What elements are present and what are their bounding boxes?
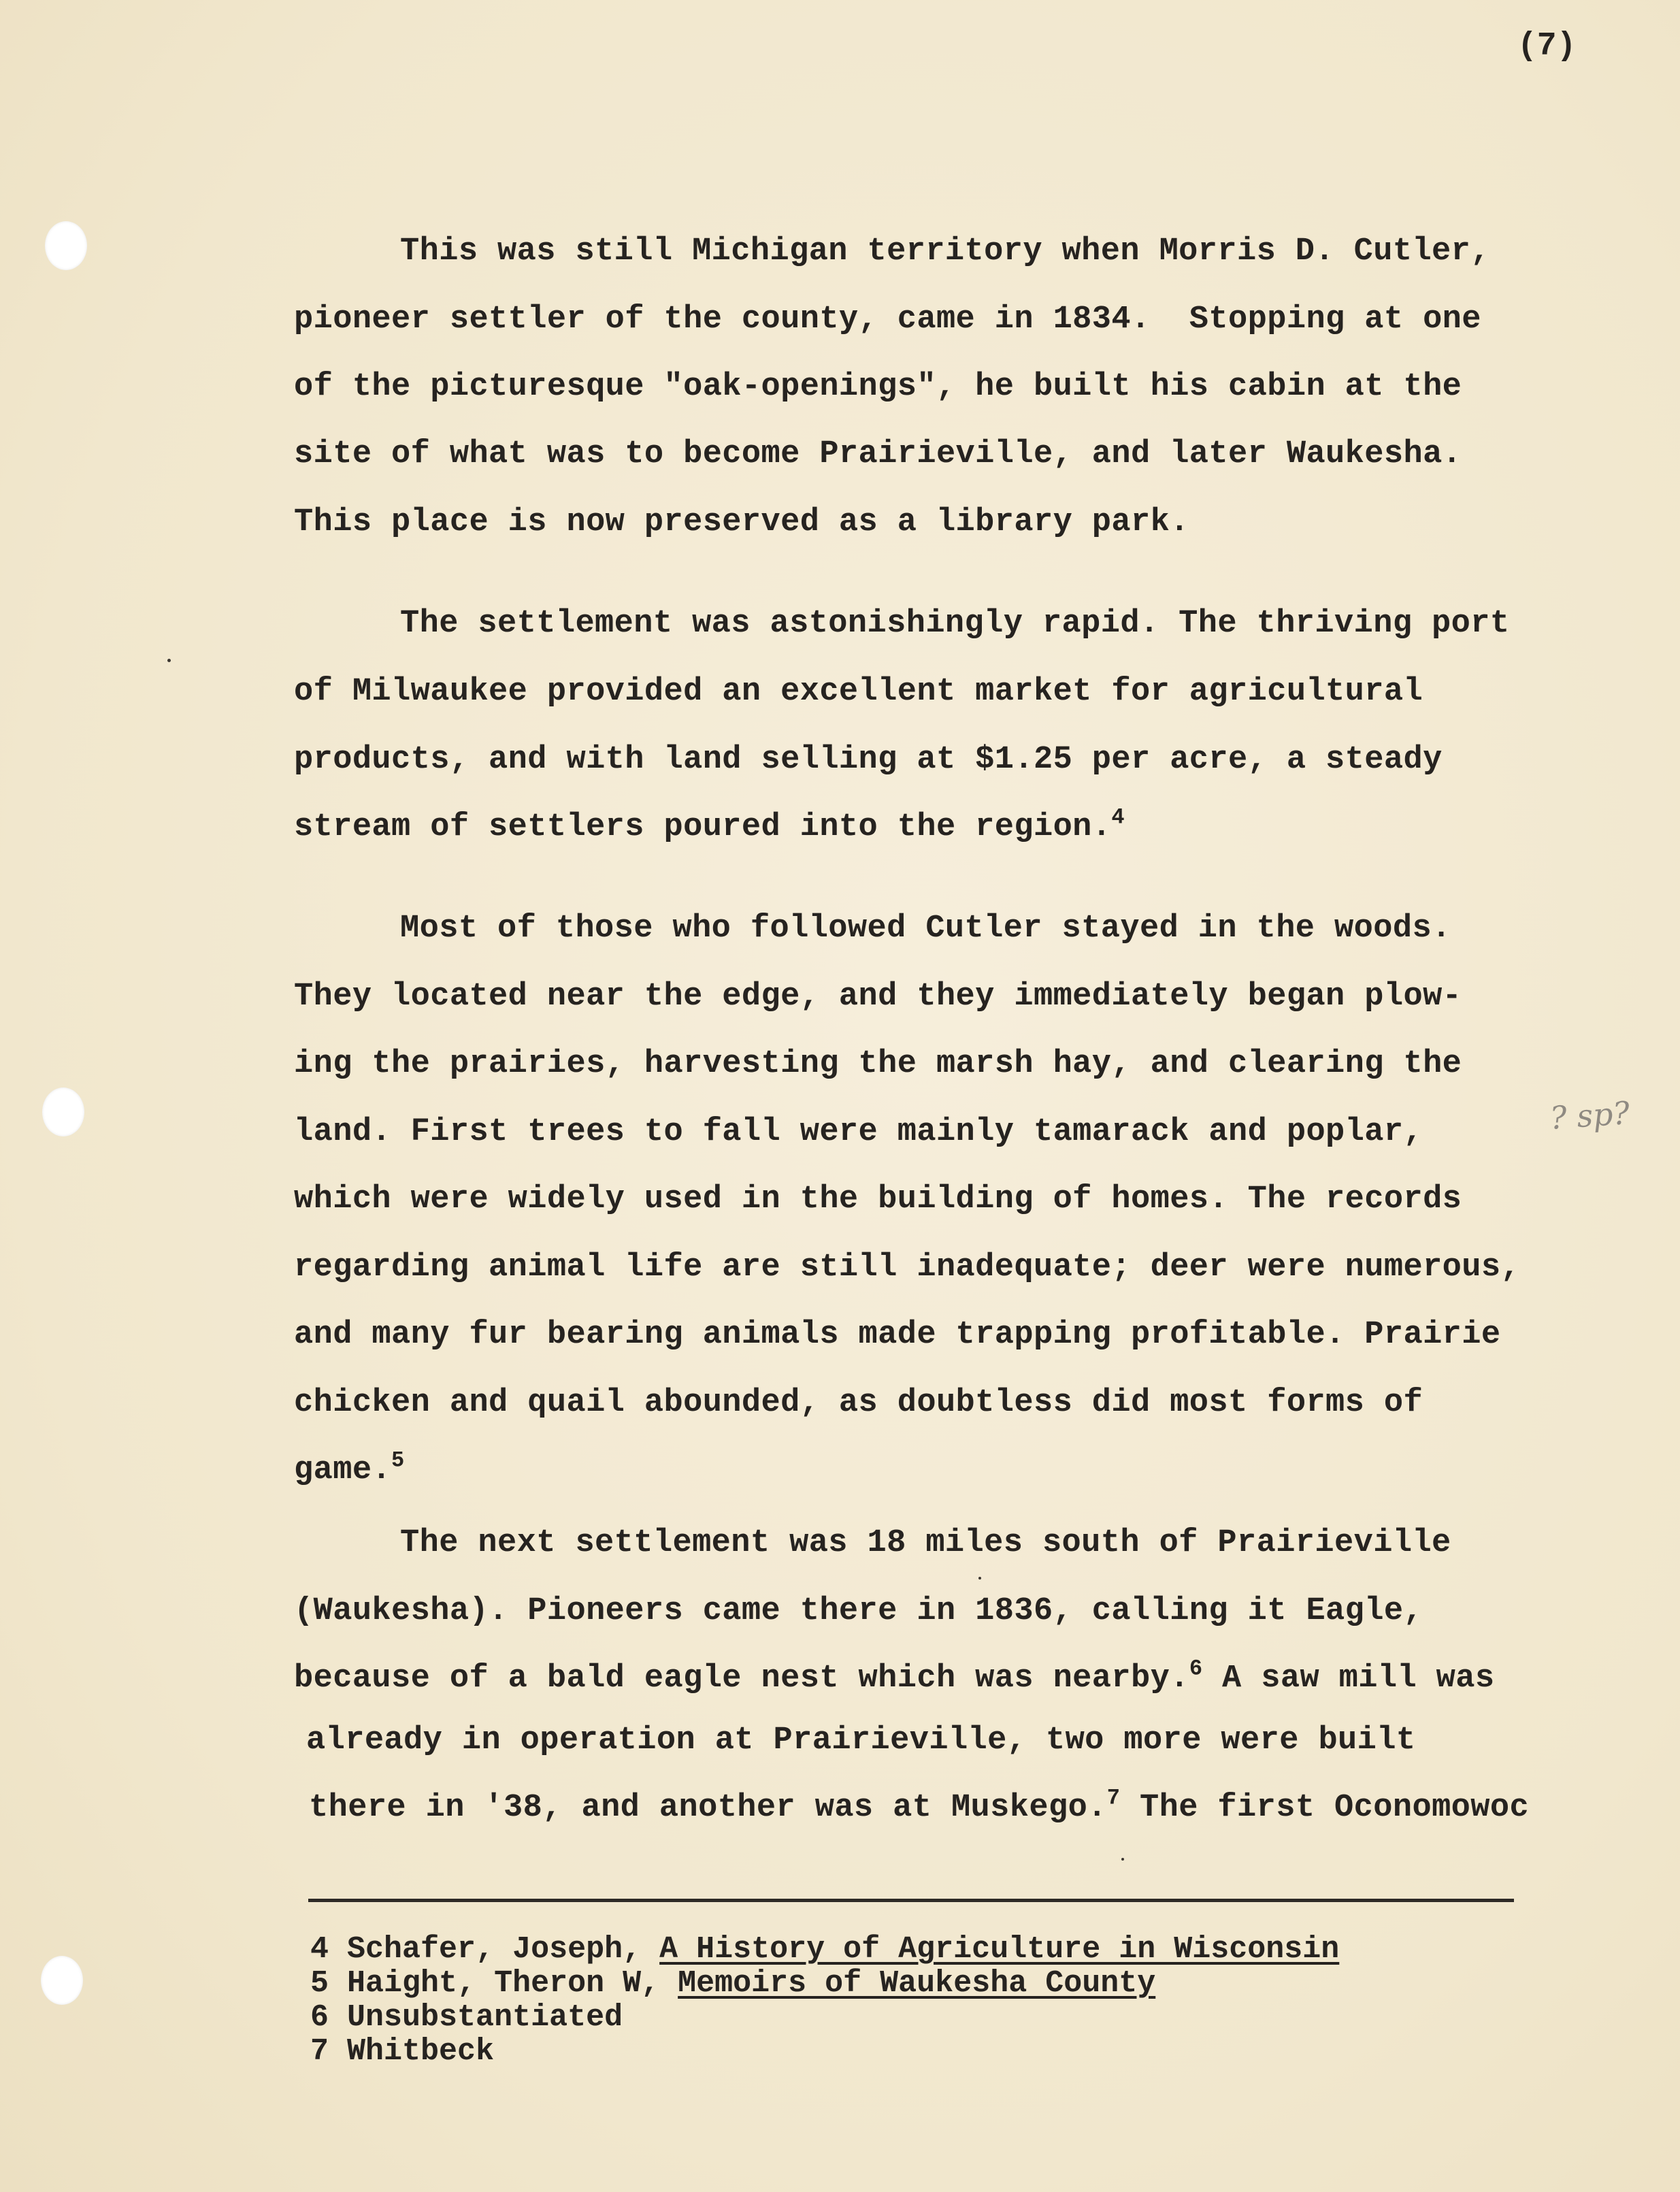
footnote-number: 4 <box>310 1932 329 1967</box>
paragraph-3-line-1: Most of those who followed Cutler stayed in the woods. <box>400 911 1451 947</box>
paragraph-3-line-9-text: game. <box>294 1452 392 1488</box>
paragraph-4-line-5-text: there in '38, and another was at Muskego. <box>309 1790 1107 1826</box>
paragraph-3-line-5: which were widely used in the building of homes. The records <box>294 1181 1462 1217</box>
paragraph-2-line-4-text: stream of settlers poured into the region. <box>294 809 1112 845</box>
paragraph-1-line-3: of the picturesque "oak-openings", he built his cabin at the <box>294 369 1462 405</box>
footnote-4 <box>310 1933 1339 1967</box>
paragraph-4-line-3 <box>294 1658 1495 1699</box>
footnote-6 <box>310 2001 1339 2035</box>
paragraph-1-line-5: This place is now preserved as a library park. <box>294 504 1189 540</box>
paragraph-4-line-4: already in operation at Prairieville, two more were built <box>306 1722 1416 1758</box>
paragraph-4-line-3-continued: A saw mill was <box>1202 1661 1495 1697</box>
footnote-number: 5 <box>310 1966 329 2001</box>
footnote-title: Memoirs of Waukesha County <box>678 1966 1156 2001</box>
paragraph-3-line-4: land. First trees to fall were mainly tamarack and poplar, <box>294 1114 1423 1150</box>
paragraph-3-line-3: ing the prairies, harvesting the marsh hay, and clearing the <box>294 1046 1462 1082</box>
paragraph-4-line-2: (Waukesha). Pioneers came there in 1836, calling it Eagle, <box>294 1593 1423 1629</box>
punch-hole-middle <box>42 1087 84 1136</box>
footnote-author: Haight, Theron W, <box>347 1966 678 2001</box>
punch-hole-top <box>45 221 87 270</box>
footnote-number: 6 <box>310 2000 329 2035</box>
paragraph-3-line-9 <box>294 1447 405 1491</box>
punch-hole-bottom <box>41 1956 83 2005</box>
footnote-ref-7: 7 <box>1106 1785 1121 1811</box>
footnote-5 <box>310 1967 1339 2001</box>
footnote-title: A History of Agriculture in Wisconsin <box>659 1932 1340 1967</box>
paragraph-3-line-2: They located near the edge, and they immediately began plow- <box>294 979 1462 1015</box>
ink-speck <box>978 1577 981 1580</box>
paragraph-4-line-1: The next settlement was 18 miles south of Prairieville <box>400 1525 1451 1561</box>
paragraph-3-line-7: and many fur bearing animals made trapping profitable. Prairie <box>294 1317 1501 1353</box>
footnote-ref-5: 5 <box>391 1447 405 1473</box>
ink-speck <box>167 659 171 662</box>
paragraph-2-line-4 <box>294 804 1125 848</box>
handwritten-margin-note: ? sp? <box>1549 1094 1631 1137</box>
paragraph-4-line-5 <box>309 1785 1530 1829</box>
paragraph-2-line-1: The settlement was astonishingly rapid. The thriving port <box>400 606 1510 642</box>
footnote-number: 7 <box>310 2034 329 2069</box>
footnotes <box>310 1933 1339 2069</box>
page-number: (7) <box>1517 28 1577 65</box>
footnote-text: Unsubstantiated <box>347 2000 623 2035</box>
paragraph-3-line-6: regarding animal life are still inadequate; deer were numerous, <box>294 1249 1521 1286</box>
paragraph-2-line-3: products, and with land selling at $1.25 per acre, a steady <box>294 742 1443 778</box>
paragraph-3-line-8: chicken and quail abounded, as doubtless did most forms of <box>294 1385 1423 1421</box>
footnote-text: Whitbeck <box>347 2034 495 2069</box>
paragraph-1-line-4: site of what was to become Prairieville, and later Waukesha. <box>294 436 1462 472</box>
footnote-ref-6: 6 <box>1189 1656 1203 1682</box>
paragraph-2-line-2: of Milwaukee provided an excellent market for agricultural <box>294 674 1423 710</box>
paragraph-4-line-5-continued: The first Oconomowoc <box>1120 1790 1530 1826</box>
footnote-ref-4: 4 <box>1111 804 1125 830</box>
paragraph-4-line-3-text: because of a bald eagle nest which was nearby. <box>294 1661 1189 1697</box>
footnote-author: Schafer, Joseph, <box>347 1932 660 1967</box>
paragraph-1-line-2: pioneer settler of the county, came in 1834. Stopping at one <box>294 301 1481 338</box>
footnote-divider <box>308 1899 1514 1902</box>
paragraph-1-line-1: This was still Michigan territory when Morris D. Cutler, <box>400 233 1490 269</box>
footnote-7 <box>310 2035 1339 2069</box>
ink-speck <box>1121 1858 1124 1861</box>
